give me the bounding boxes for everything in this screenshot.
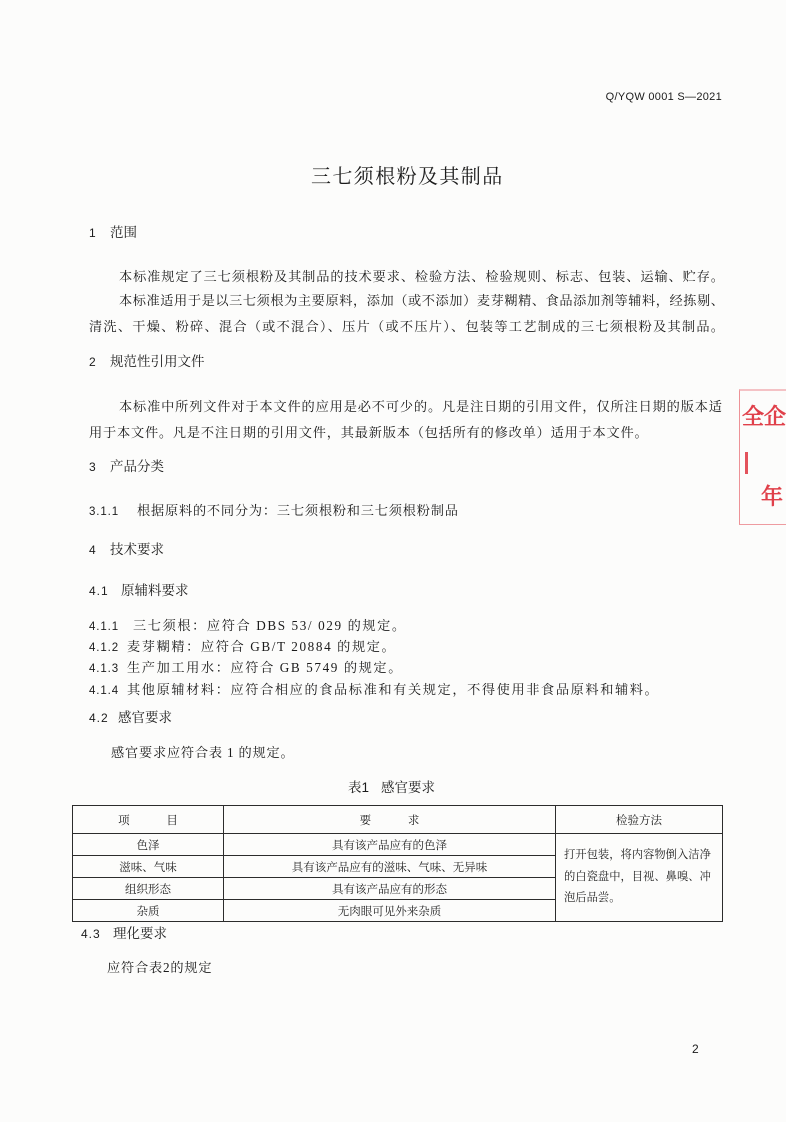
section-number: 3 (89, 460, 97, 474)
subsection-4-3-heading (81, 925, 167, 943)
clause-text: 其他原辅材料：应符合相应的食品标准和有关规定，不得使用非食品原料和辅料。 (127, 682, 660, 697)
row-requirement: 具有该产品应有的滋味、气味、无异味 (224, 856, 556, 878)
paragraph-line: 用于本文件。凡是不注日期的引用文件，其最新版本（包括所有的修改单）适用于本文件。 (89, 425, 649, 440)
table-row (73, 834, 723, 856)
table-caption-number: 表1 (348, 780, 370, 795)
paragraph-line: 应符合表2的规定 (107, 960, 213, 975)
stamp-text-top: 全企 (742, 404, 786, 429)
clause-text: 根据原料的不同分为：三七须根粉和三七须根粉制品 (137, 503, 459, 518)
row-item: 组织形态 (73, 878, 224, 900)
sensory-requirements-table (72, 805, 723, 922)
row-item: 色泽 (73, 834, 224, 856)
paragraph-line: 感官要求应符合表 1 的规定。 (111, 745, 295, 760)
clause-3-1-1 (89, 502, 459, 521)
section-number: 1 (89, 226, 97, 240)
paragraph-line: 本标准中所列文件对于本文件的应用是必不可少的。凡是注日期的引用文件，仅所注日期的版本适 (119, 399, 722, 414)
row-item: 滋味、气味 (73, 856, 224, 878)
section-1-heading (89, 224, 137, 242)
header-requirement: 要 求 (224, 806, 556, 834)
row-requirement: 无肉眼可见外来杂质 (224, 900, 556, 922)
document-title: 三七须根粉及其制品 (311, 166, 504, 188)
row-requirement: 具有该产品应有的形态 (224, 878, 556, 900)
clause-number: 3.1.1 (89, 506, 120, 518)
section-heading-text: 规范性引用文件 (110, 354, 205, 369)
section-2-heading (89, 353, 205, 371)
test-method-cell: 打开包装，将内容物倒入洁净的白瓷盘中，目视、鼻嗅、冲泡后品尝。 (556, 834, 723, 922)
section-3-heading (89, 458, 164, 476)
paragraph-line: 清洗、干燥、粉碎、混合（或不混合）、压片（或不压片）、包装等工艺制成的三七须根粉及其制品。 (89, 319, 724, 334)
clause-number: 4.1.1 (89, 621, 120, 633)
row-item: 杂质 (73, 900, 224, 922)
table-caption (348, 779, 435, 797)
subsection-heading-text: 理化要求 (113, 926, 167, 941)
paragraph-line: 本标准适用于是以三七须根为主要原料，添加（或不添加）麦芽糊精、食品添加剂等辅料，经拣剔、 (119, 293, 724, 308)
section-number: 2 (89, 355, 97, 369)
subsection-4-2-heading (89, 709, 172, 727)
section-heading-text: 产品分类 (110, 459, 164, 474)
clause-text: 生产加工用水：应符合 GB 5749 的规定。 (127, 660, 404, 675)
section-4-heading (89, 541, 164, 559)
row-requirement: 具有该产品应有的色泽 (224, 834, 556, 856)
stamp-text-bottom: 年 (761, 484, 784, 509)
page-number: 2 (692, 1042, 699, 1056)
header-test-method: 检验方法 (556, 806, 723, 834)
standard-code: Q/YQW 0001 S—2021 (605, 91, 722, 103)
header-item: 项 目 (73, 806, 224, 834)
table-caption-title: 感官要求 (381, 780, 436, 795)
clause-text: 三七须根：应符合 DBS 53/ 029 的规定。 (133, 618, 407, 633)
subsection-number: 4.2 (89, 711, 109, 725)
subsection-4-1-heading (89, 582, 189, 600)
clause-4-1-3 (89, 659, 403, 678)
subsection-heading-text: 原辅料要求 (121, 583, 189, 598)
subsection-number: 4.1 (89, 584, 109, 598)
section-heading-text: 范围 (110, 225, 137, 240)
table-header-row (73, 806, 723, 834)
section-number: 4 (89, 543, 97, 557)
clause-4-1-1 (89, 617, 407, 636)
clause-4-1-4 (89, 681, 659, 700)
section-heading-text: 技术要求 (110, 542, 164, 557)
clause-number: 4.1.3 (89, 663, 120, 675)
red-seal-stamp (739, 389, 786, 525)
paragraph-line: 本标准规定了三七须根粉及其制品的技术要求、检验方法、检验规则、标志、包装、运输、贮存。 (119, 269, 724, 284)
clause-4-1-2 (89, 638, 396, 657)
clause-number: 4.1.2 (89, 642, 120, 654)
subsection-heading-text: 感官要求 (118, 710, 172, 725)
subsection-number: 4.3 (81, 927, 101, 941)
clause-text: 麦芽糊精：应符合 GB/T 20884 的规定。 (127, 639, 397, 654)
clause-number: 4.1.4 (89, 685, 120, 697)
stamp-stroke (745, 452, 748, 474)
